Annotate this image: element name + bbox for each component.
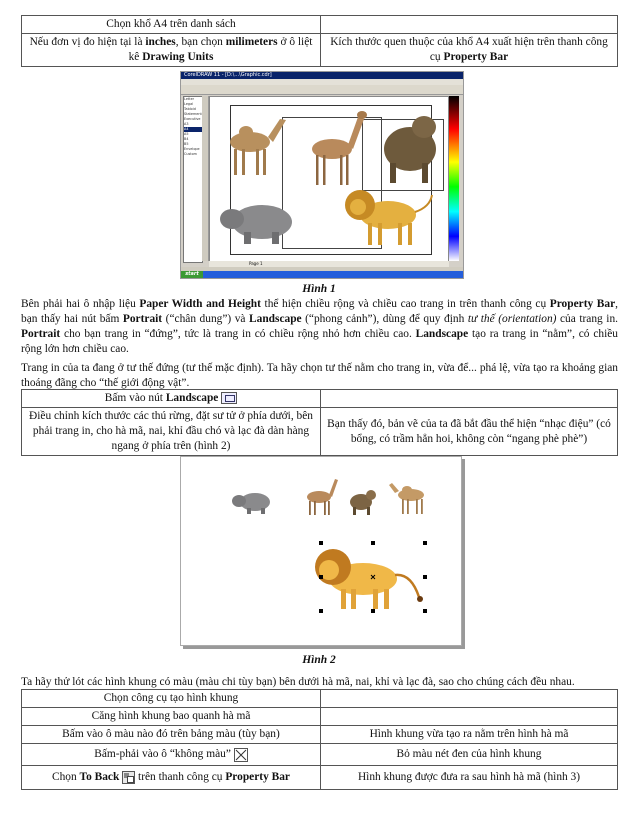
table3-row5-right: Hình khung được đưa ra sau hình hà mã (hình 3) xyxy=(321,766,618,790)
toolbox xyxy=(202,96,209,261)
to-back-icon xyxy=(122,771,135,784)
baboon-figure xyxy=(384,116,436,183)
taskbar xyxy=(181,271,463,278)
no-color-icon xyxy=(234,748,248,762)
start-button: start xyxy=(181,271,203,278)
table3-row4-right: Bỏ màu nét đen của hình khung xyxy=(321,744,618,766)
page-size-list-item[interactable]: Letter xyxy=(184,97,195,101)
page-tab: Page 1 xyxy=(249,261,263,266)
paragraph-1: Bên phải hai ô nhập liệu Paper Width and Height thể hiện chiều rộng và chiều cao trang in trên thanh công cụ Property Bar, bạn thấy hai nút bấm Portrait (“chân dung”) và Landscape (“phong cảnh”), dùng để quy định tư thế (orientation) của trang in. Portrait cho bạn trang in “đứng”, tức là trang in có chiều rộng nhỏ hơn chiều cao. Landscape tạo ra trang in “nằm”, có chiều rộng lớn hơn chiều cao. xyxy=(21,298,619,356)
hippo-small xyxy=(232,493,270,514)
page-size-list-item[interactable]: Statement xyxy=(184,112,202,116)
landscape-icon xyxy=(221,392,237,404)
baboon-small xyxy=(350,490,376,515)
page-size-list-item[interactable]: B5 xyxy=(184,142,189,146)
lion-figure xyxy=(345,190,432,245)
table3-row5-left: Chọn To Back trên thanh công cụ Property Bar xyxy=(22,766,321,790)
deer-small xyxy=(307,479,338,515)
color-palette xyxy=(449,96,459,261)
table3-row2-left: Căng hình khung bao quanh hà mã xyxy=(22,708,321,726)
table-2 xyxy=(21,389,618,456)
figure-2-drawing xyxy=(180,456,462,646)
page-size-list-item[interactable]: A3 xyxy=(184,122,189,126)
figure-1-screenshot xyxy=(180,71,464,279)
page-size-list-item[interactable]: A5 xyxy=(184,132,189,136)
camel-figure xyxy=(230,119,286,175)
table2-row1-right xyxy=(321,390,618,408)
lion-selected xyxy=(315,549,423,609)
page-size-list-item[interactable]: Custom xyxy=(184,152,197,156)
table3-row3-left: Bấm vào ô màu nào đó trên bảng màu (tùy bạn) xyxy=(22,726,321,744)
camel-small xyxy=(389,483,424,514)
drawing-canvas xyxy=(209,96,449,263)
table-3 xyxy=(21,689,618,790)
page-size-list-item[interactable]: Envelope xyxy=(184,147,200,151)
page-size-list-item[interactable]: A4 xyxy=(184,127,202,132)
table1-row2-left: Nếu đơn vị đo hiện tại là inches, bạn chọn milimeters ở ô liệt kê Drawing Units xyxy=(22,34,321,67)
page-size-list-item[interactable]: B4 xyxy=(184,137,189,141)
table-1 xyxy=(21,15,618,67)
figure-1-caption: Hình 1 xyxy=(302,283,336,295)
window-titlebar: CorelDRAW 11 - [D:\...\Graphic.cdr] xyxy=(181,72,463,79)
landscape-animals xyxy=(181,457,461,645)
table2-row1-left: Bấm vào nút Landscape xyxy=(22,390,321,408)
figure-2-caption: Hình 2 xyxy=(302,654,336,666)
paragraph-2: Trang in của ta đang ở tư thế đứng (tư thế mặc định). Ta hãy chọn tư thế nằm cho trang in, vừa để... phá lệ, vừa tạo ra khoảng gian thoáng đãng cho “thế giới động vật”. xyxy=(21,362,618,390)
page-size-list xyxy=(183,96,203,263)
table1-row1-left: Chọn khổ A4 trên danh sách xyxy=(22,16,321,34)
page-size-list-item[interactable]: Executive xyxy=(184,117,201,121)
page-size-list-item[interactable]: Legal xyxy=(184,102,194,106)
table3-row3-right: Hình khung vừa tạo ra nằm trên hình hà mã xyxy=(321,726,618,744)
table3-row2-right xyxy=(321,708,618,726)
animals-illustration xyxy=(210,97,448,262)
table3-row1-left: Chọn công cụ tạo hình khung xyxy=(22,690,321,708)
table3-row1-right xyxy=(321,690,618,708)
toolbar xyxy=(181,85,463,95)
table2-row2-right: Bạn thấy đó, bản vẽ của ta đã bắt đầu thể hiện “nhạc điệu” (có bổng, có trầm hẳn hoi, không còn “ngang phè phè”) xyxy=(321,408,618,456)
table1-row1-right xyxy=(321,16,618,34)
table3-row4-left: Bấm-phải vào ô “không màu” xyxy=(22,744,321,766)
table1-row2-right: Kích thước quen thuộc của khổ A4 xuất hiện trên thanh công cụ Property Bar xyxy=(321,34,618,67)
hippo-figure xyxy=(220,205,292,244)
deer-figure xyxy=(312,111,367,185)
page-size-list-item[interactable]: Tabloid xyxy=(184,107,196,111)
table2-row2-left: Điều chỉnh kích thước các thú rừng, đặt sư tử ở phía dưới, bên phải trang in, cho hà mã, nai, khỉ đầu chó và lạc đà dàn hàng ngang ở phía trên (hình 2) xyxy=(22,408,321,456)
paragraph-3: Ta hãy thử lót các hình khung có màu (màu chi tùy bạn) bên dưới hà mã, nai, khỉ và lạc đà, sao cho chúng cách đều nhau. xyxy=(21,676,575,688)
